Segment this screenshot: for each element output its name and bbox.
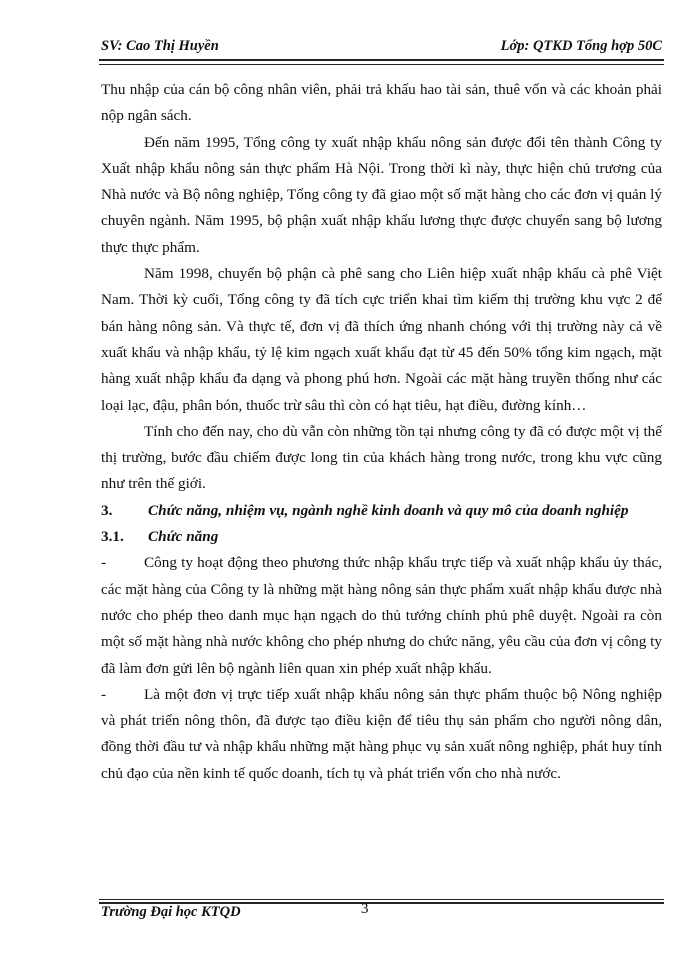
paragraph-3: Năm 1998, chuyển bộ phận cà phê sang cho Liên hiệp xuất nhập khẩu cà phê Việt Nam. Thời kỳ cuối, Tổng công ty đã tích cực triển khai tìm kiếm thị trường khu vực 2 để bán hàng nông sản. Và thực tế, đơn vị đã thích ứng nhanh chóng với thị trường này cả về xuất khẩu và nhập khẩu, tỷ lệ kim ngạch xuất khẩu đạt từ 45 đến 50% tổng kim ngạch, mặt hàng xuất nhập khẩu đa dạng và phong phú hơn. Ngoài các mặt hàng truyền thống như các loại lạc, đậu, phân bón, thuốc trừ sâu thì còn có hạt tiêu, hạt điều, đường kính… bbox=[101, 265, 662, 414]
header-rule bbox=[99, 59, 664, 65]
page-body bbox=[101, 77, 662, 787]
section-title: Chức năng, nhiệm vụ, ngành nghề kinh doanh và quy mô của doanh nghiệp bbox=[148, 501, 629, 519]
page-header bbox=[101, 38, 662, 55]
bullet-item-2 bbox=[101, 682, 662, 787]
bullet-item-1 bbox=[101, 550, 662, 681]
subsection-title: Chức năng bbox=[148, 528, 219, 546]
paragraph-2: Đến năm 1995, Tổng công ty xuất nhập khẩu nông sản được đổi tên thành Công ty Xuất nhập khẩu nông sản thực phẩm Hà Nội. Trong thời kì này, thực hiện chủ trương của Nhà nước và Bộ nông nghiệp, Tổng công ty đã giao một số mặt hàng cho các đơn vị quản lý chuyên ngành. Năm 1995, bộ phận xuất nhập khẩu lương thực được chuyển sang bộ lương thực thực phẩm. bbox=[101, 133, 662, 256]
section-heading-3 bbox=[101, 498, 662, 524]
subsection-heading-3-1 bbox=[101, 524, 662, 550]
page-number: 3 bbox=[361, 901, 369, 917]
bullet-dash: - bbox=[101, 554, 107, 572]
header-student: SV: Cao Thị Huyền bbox=[101, 38, 219, 54]
bullet-dash: - bbox=[101, 685, 107, 703]
subsection-number: 3.1. bbox=[101, 528, 124, 546]
footer-school: Trường Đại học KTQD bbox=[101, 904, 241, 920]
section-number: 3. bbox=[101, 501, 113, 519]
header-class: Lớp: QTKD Tổng hợp 50C bbox=[500, 38, 662, 54]
paragraph-4: Tính cho đến nay, cho dù vẫn còn những tồn tại nhưng công ty đã có được một vị thế thị trường, bước đầu chiếm được long tin của khách hàng trong nước, trong khu vực cũng như trên thế giới. bbox=[101, 422, 662, 493]
paragraph-1: Thu nhập của cán bộ công nhân viên, phải trả khấu hao tài sản, thuê vốn và các khoản phải nộp ngân sách. bbox=[101, 81, 662, 125]
bullet-text: Công ty hoạt động theo phương thức nhập khẩu trực tiếp và xuất nhập khẩu ủy thác, các mặt hàng của Công ty là những mặt hàng nông sản thực phẩm xuất nhập khẩu được nhà nước cho phép theo danh mục hạn ngạch do thủ tướng chính phủ phê duyệt. Ngoài ra còn một số mặt hàng nhà nước không cho phép nhưng do chức năng, yêu cầu của đơn vị công ty đã làm đơn gửi lên bộ ngành liên quan xin phép xuất nhập khẩu. bbox=[101, 554, 662, 677]
bullet-text: Là một đơn vị trực tiếp xuất nhập khẩu nông sản thực phẩm thuộc bộ Nông nghiệp và phát triển nông thôn, đã được tạo điều kiện để tiêu thụ sản phẩm cho người nông dân, đồng thời đầu tư và nhập khẩu những mặt hàng phục vụ sản xuất nông nghiệp, phát huy tính chủ đạo của nền kinh tế quốc doanh, tích tụ và phát triển vốn cho nhà nước. bbox=[101, 685, 662, 782]
